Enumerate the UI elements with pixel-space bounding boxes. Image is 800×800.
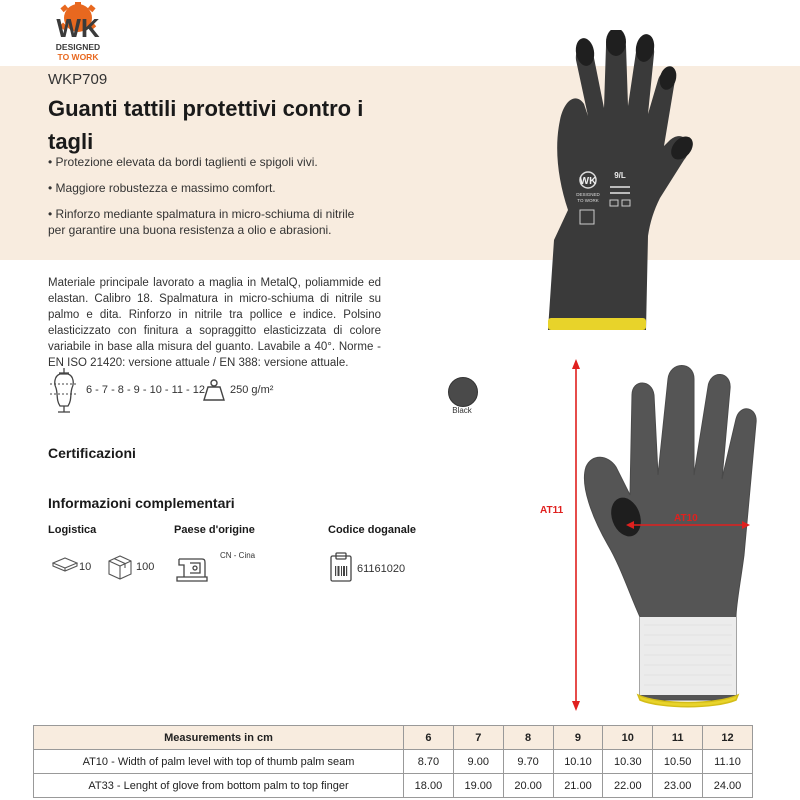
fabric-weight: 250 g/m² xyxy=(230,384,274,396)
weight-icon xyxy=(202,378,226,402)
table-header-cell: 12 xyxy=(703,726,753,750)
table-cell: 11.10 xyxy=(703,750,753,774)
table-cell: 9.70 xyxy=(503,750,553,774)
table-cell: 23.00 xyxy=(653,774,703,798)
table-cell: 20.00 xyxy=(503,774,553,798)
svg-text:WK: WK xyxy=(579,176,597,187)
glove-measure-diagram xyxy=(530,355,800,720)
length-label: AT11 xyxy=(540,505,564,516)
logo-line2: TO WORK xyxy=(57,52,99,62)
customs-heading: Codice doganale xyxy=(328,524,417,536)
brand-logo xyxy=(46,2,110,64)
table-header-row xyxy=(34,726,753,750)
product-title: Guanti tattili protettivi contro i tagli xyxy=(48,96,364,154)
logo-line1: DESIGNED xyxy=(55,42,101,52)
origin-value: CN - Cina xyxy=(220,551,256,560)
table-header-cell: 7 xyxy=(453,726,503,750)
feature-list xyxy=(48,154,368,248)
box-quantity: 100 xyxy=(136,561,155,573)
mannequin-icon xyxy=(50,368,78,414)
table-header-cell: 10 xyxy=(603,726,653,750)
table-cell: 21.00 xyxy=(553,774,603,798)
feature-item: • Maggiore robustezza e massimo comfort. xyxy=(48,181,276,195)
table-cell: 10.30 xyxy=(603,750,653,774)
table-cell: 8.70 xyxy=(404,750,454,774)
table-cell: 24.00 xyxy=(703,774,753,798)
table-header-cell: 6 xyxy=(404,726,454,750)
table-cell: 19.00 xyxy=(453,774,503,798)
table-row xyxy=(34,750,753,774)
color-swatch-label: Black xyxy=(452,406,472,415)
box-icon xyxy=(106,553,134,581)
clipboard-icon xyxy=(330,552,352,582)
measurements-table xyxy=(33,725,753,798)
table-cell: 9.00 xyxy=(453,750,503,774)
glove-photo xyxy=(536,30,696,336)
table-cell: 18.00 xyxy=(404,774,454,798)
table-cell: 22.00 xyxy=(603,774,653,798)
logo-letters: WK xyxy=(56,13,100,43)
table-header-cell: 11 xyxy=(653,726,703,750)
width-label: AT10 xyxy=(674,513,698,524)
table-header-cell: 8 xyxy=(503,726,553,750)
certifications-heading: Certificazioni xyxy=(48,445,136,461)
size-range: 6 - 7 - 8 - 9 - 10 - 11 - 12 xyxy=(86,384,206,396)
table-cell: AT10 - Width of palm level with top of thumb palm seam xyxy=(34,750,404,774)
feature-item: • Protezione elevata da bordi taglienti e spigoli vivi. xyxy=(48,155,318,169)
table-cell: AT33 - Lenght of glove from bottom palm to top finger xyxy=(34,774,404,798)
product-code: WKP709 xyxy=(48,71,108,88)
origin-heading: Paese d'origine xyxy=(174,524,255,536)
table-cell: 10.10 xyxy=(553,750,603,774)
svg-text:9/L: 9/L xyxy=(614,171,626,180)
feature-item: • Rinforzo mediante spalmatura in micro-schiuma di nitrile per garantire una buona resistenza a olio e abrasioni. xyxy=(48,207,355,237)
complementary-heading: Informazioni complementari xyxy=(48,495,235,511)
svg-text:DESIGNED: DESIGNED xyxy=(576,192,600,197)
sewing-machine-icon xyxy=(176,551,208,583)
svg-text:TO WORK: TO WORK xyxy=(577,198,599,203)
product-description: Materiale principale lavorato a maglia in MetalQ, poliammide ed elastan. Calibro 18. Spalmatura in micro-schiuma di nitrile su palmo e dita. Rinforzo in nitrile tra pollice e indice. Polsino elasticizzato con finitura a sopraggitto elasticizzata di colore variabile in base alla misura del guanto. Lavabile a 40°. Norme - EN ISO 21420: versione attuale / EN 388: versione attuale. xyxy=(48,277,381,369)
table-row xyxy=(34,774,753,798)
table-cell: 10.50 xyxy=(653,750,703,774)
customs-value: 61161020 xyxy=(357,563,406,575)
pack-quantity: 10 xyxy=(79,561,92,573)
color-swatch-black[interactable] xyxy=(448,377,478,407)
table-header-cell: Measurements in cm xyxy=(34,726,404,750)
logistics-heading: Logistica xyxy=(48,524,97,536)
table-header-cell: 9 xyxy=(553,726,603,750)
pack-icon xyxy=(52,556,78,572)
cuff-trim xyxy=(548,318,646,330)
